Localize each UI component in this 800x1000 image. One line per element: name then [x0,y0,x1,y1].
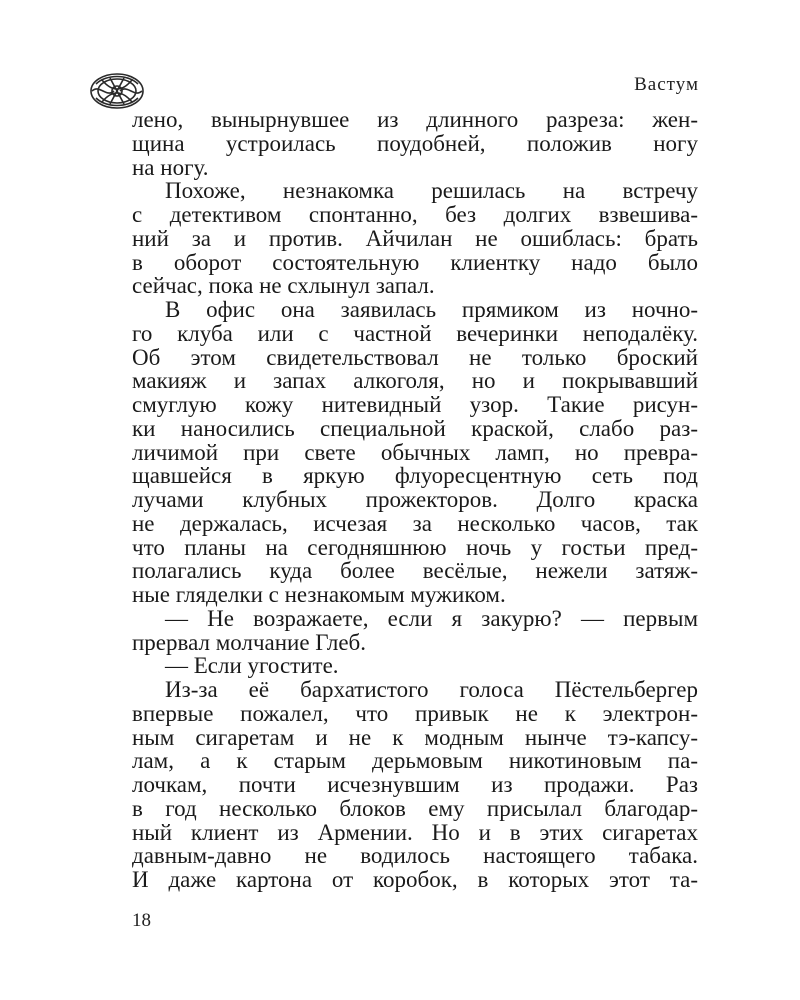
text-line: впервые пожалел, что привык не к электрон- [132,700,698,726]
text-line: И даже картона от коробок, в которых этот та- [132,867,698,892]
text-line: го клуба или с частной вечеринки неподалёку. [132,320,698,346]
text-line: что планы на сегодняшнюю ночь у гостьи пред- [132,534,698,560]
text-line: не держалась, исчезая за несколько часов, так [132,510,698,536]
text-line: макияж и запах алкоголя, но и покрывавший [132,368,698,394]
text-line: ным сигаретам и не к модным нынче тэ-капсу- [132,724,698,750]
running-head-title: Вастум [634,74,699,95]
text-line: Похоже, незнакомка решилась на встречу [165,178,698,204]
text-line: в оборот состоятельную клиентку надо было [132,249,698,275]
text-line: ки наносились специальной краской, слабо раз- [132,415,698,441]
celtic-knot-ornament-icon [88,70,146,112]
text-line: Из-за её бархатистого голоса Пёстельбергер [165,677,698,702]
text-line: лено, вынырнувшее из длинного разреза: жен- [132,107,698,132]
page-number: 18 [132,910,151,931]
text-line: давным-давно не водилось настоящего табака. [132,843,698,869]
text-line: Об этом свидетельствовал не только броский [132,344,698,370]
text-line: в год несколько блоков ему присылал благодар- [132,795,698,821]
text-line: В офис она заявилась прямиком из ночно- [165,297,698,322]
text-line: щавшейся в яркую флуоресцентную сеть под [132,463,698,489]
body-text [132,108,698,892]
text-line: — Не возражаете, если я закурю? — первым [165,605,698,631]
text-line: лочкам, почти исчезнувшим из продажи. Раз [132,772,698,797]
text-line: с детективом спонтанно, без долгих взвешива- [132,202,698,227]
text-line: лучами клубных прожекторов. Долго краска [132,487,698,512]
text-line: — Если угостите. [165,653,339,679]
text-line: сейчас, пока не схлынул запал. [132,273,435,299]
text-line: смуглую кожу нитевидный узор. Такие рисун- [132,392,698,417]
text-line: прервал молчание Глеб. [132,629,366,655]
text-line: личимой при свете обычных ламп, но превра- [132,439,698,465]
text-line: ные гляделки с незнакомым мужиком. [132,582,506,607]
text-line: лам, а к старым дерьмовым никотиновым па- [132,748,698,774]
text-line: щина устроилась поудобней, положив ногу [132,130,698,156]
text-line: ний за и против. Айчилан не ошиблась: брать [132,225,698,251]
text-line: ный клиент из Армении. Но и в этих сигаретах [132,819,698,845]
text-line: полагались куда более весёлые, нежели затяж- [132,558,698,584]
text-line: на ногу. [132,154,209,180]
